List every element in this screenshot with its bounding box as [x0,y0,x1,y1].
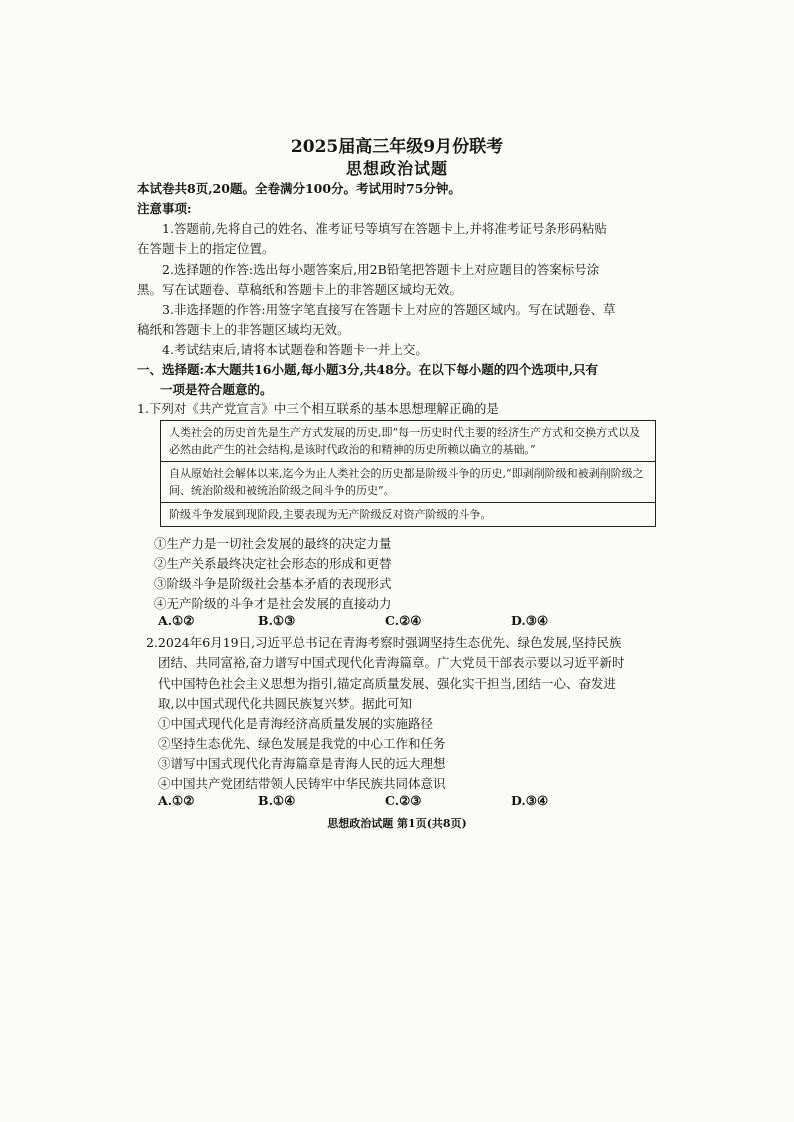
note-line: 1.答题前,先将自己的姓名、准考证号等填写在答题卡上,并将准考证号条形码粘贴 [162,221,607,236]
note-line: 3.非选择题的作答:用签字笔直接写在答题卡上对应的答题区域内。写在试题卷、草 [162,302,616,317]
q2-option-a: A.①② [158,793,195,808]
statement: ①生产力是一切社会发展的最终的决定力量 [154,536,392,551]
notes-heading: 注意事项: [137,201,192,216]
q1-option-a: A.①② [158,613,195,628]
quote-row: 自从原始社会解体以来,迄今为止人类社会的历史都是阶级斗争的历史,“即剥削阶级和被剥削阶级之间、统治阶级和被统治阶级之间斗争的历史”。 [161,462,655,503]
note-line: 稿纸和答题卡上的非答题区域均无效。 [137,322,350,337]
q1-option-c: C.②④ [385,613,422,628]
statement: ①中国式现代化是青海经济高质量发展的实施路径 [158,716,434,731]
q2-option-b: B.①④ [258,793,296,808]
page-footer: 思想政治试题 第1页(共8页) [327,817,467,830]
statement: ②坚持生态优先、绿色发展是我党的中心工作和任务 [158,736,446,751]
section-heading-cont: 一项是符合题意的。 [160,382,273,397]
statement: ④无产阶级的斗争才是社会发展的直接动力 [154,596,392,611]
q1-option-d: D.③④ [511,613,549,628]
note-line: 黑。写在试题卷、草稿纸和答题卡上的非答题区域均无效。 [137,282,463,297]
note-line: 2.选择题的作答:选出每小题答案后,用2B铅笔把答题卡上对应题目的答案标号涂 [162,262,600,277]
statement: ④中国共产党团结带领人民铸牢中华民族共同体意识 [158,776,446,791]
question-2-stem: 取,以中国式现代化共圆民族复兴梦。据此可知 [158,696,412,711]
quote-row: 人类社会的历史首先是生产方式发展的历史,即“每一历史时代主要的经济生产方式和交换方式以及必然由此产生的社会结构,是该时代政治的和精神的历史所赖以确立的基础。” [161,421,655,462]
question-2-stem: 团结、共同富裕,奋力谱写中国式现代化青海篇章。广大党员干部表示要以习近平新时 [158,655,625,670]
section-heading: 一、选择题:本大题共16小题,每小题3分,共48分。在以下每小题的四个选项中,只有 [137,362,599,377]
statement: ②生产关系最终决定社会形态的形成和更替 [154,556,392,571]
q2-option-d: D.③④ [511,793,549,808]
statement: ③谱写中国式现代化青海篇章是青海人民的远大理想 [158,756,446,771]
q2-option-c: C.②③ [385,793,422,808]
exam-info: 本试卷共8页,20题。全卷满分100分。考试用时75分钟。 [137,181,461,196]
quote-table [160,420,656,527]
question-2-stem: 2.2024年6月19日,习近平总书记在青海考察时强调坚持生态优先、绿色发展,坚持民族 [146,635,622,650]
quote-row: 阶级斗争发展到现阶段,主要表现为无产阶级反对资产阶级的斗争。 [169,508,492,521]
subject-title: 思想政治试题 [345,159,448,178]
exam-title: 2025届高三年级9月份联考 [290,137,504,157]
question-1-stem: 1.下列对《共产党宣言》中三个相互联系的基本思想理解正确的是 [137,401,499,416]
note-line: 在答题卡上的指定位置。 [137,241,275,256]
q1-option-b: B.①③ [258,613,296,628]
note-line: 4.考试结束后,请将本试题卷和答题卡一并上交。 [162,342,428,357]
question-2-stem: 代中国特色社会主义思想为指引,锚定高质量发展、强化实干担当,团结一心、奋发进 [158,676,616,691]
statement: ③阶级斗争是阶级社会基本矛盾的表现形式 [154,576,392,591]
